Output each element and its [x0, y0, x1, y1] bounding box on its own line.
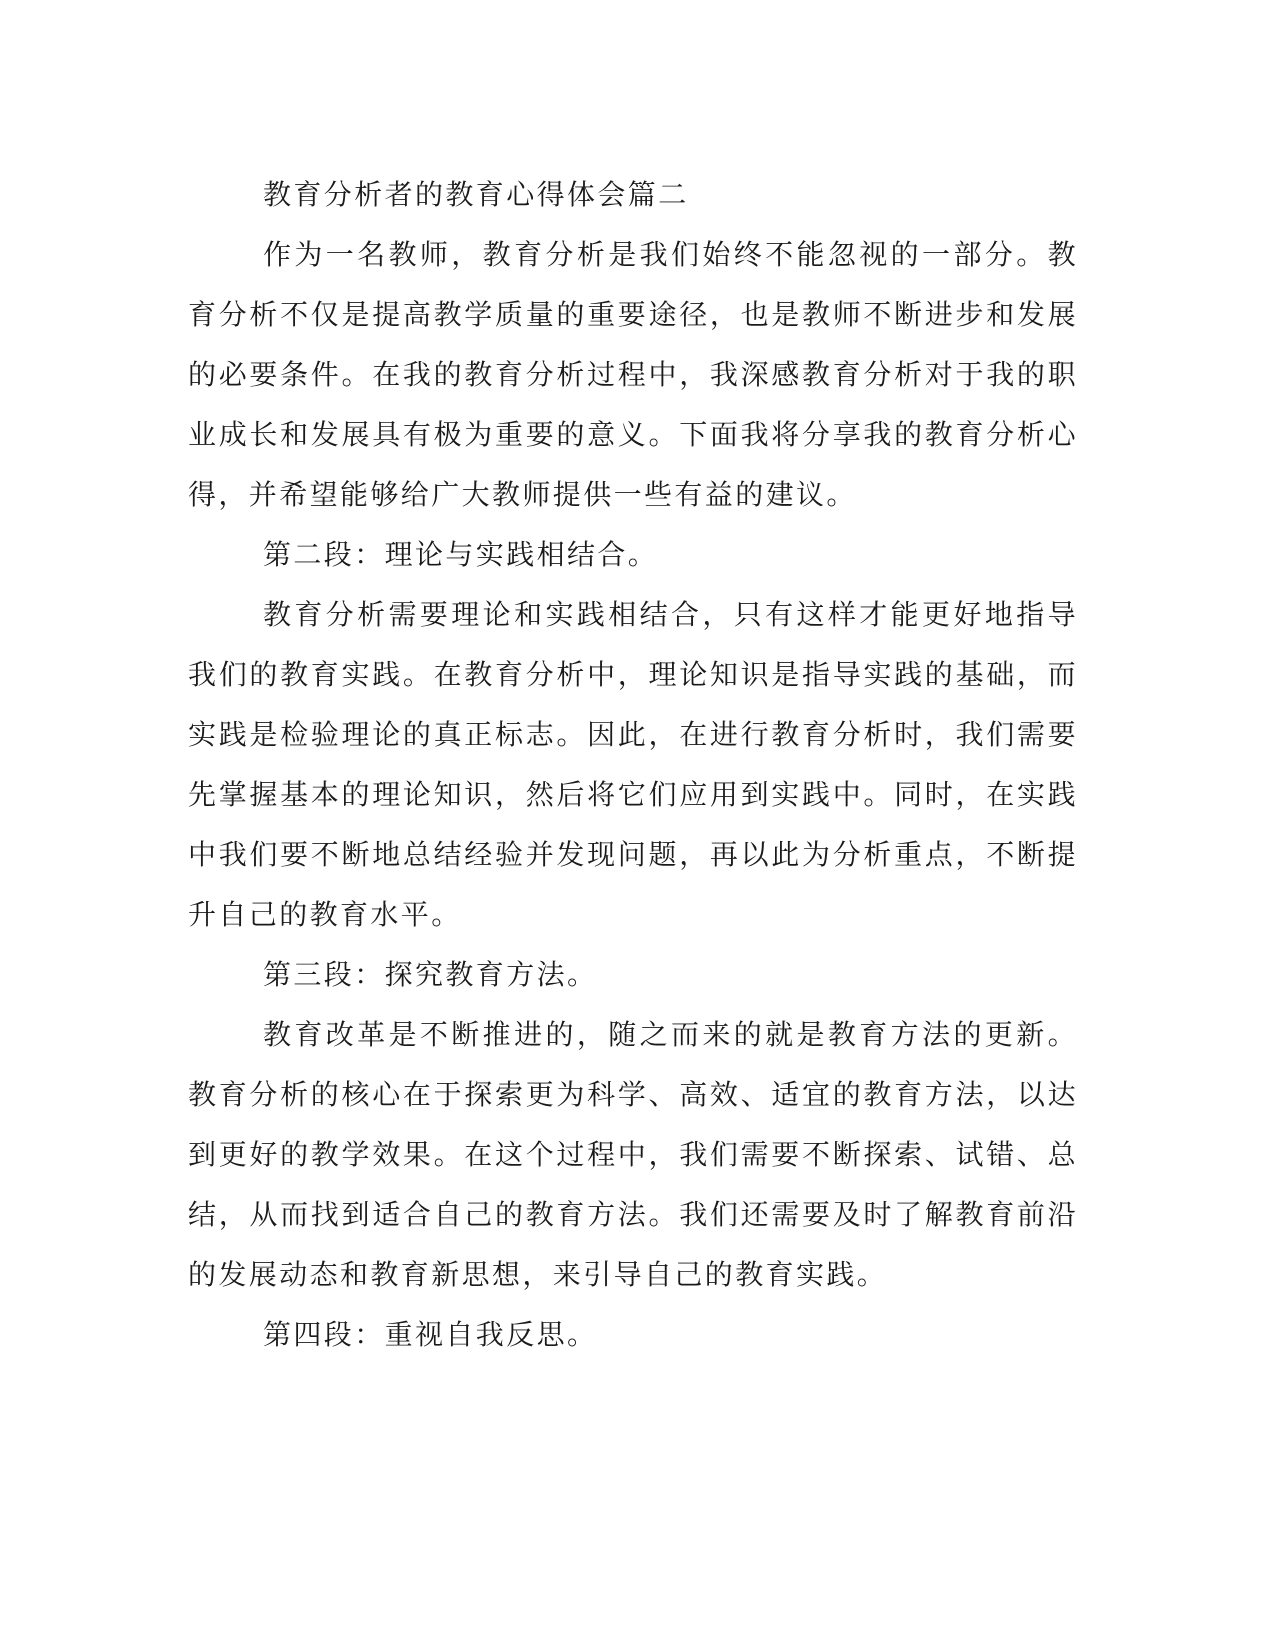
section-heading-3: 第三段：探究教育方法。 [263, 958, 598, 991]
paragraph-intro: 作为一名教师，教育分析是我们始终不能忽视的一部分。教育分析不仅是提高教学质量的重要途径，也是教师不断进步和发展的必要条件。在我的教育分析过程中，我深感教育分析对于我的职业成长和发展具有极为重要的意义。下面我将分享我的教育分析心得，并希望能够给广大教师提供一些有益的建议。 [188, 238, 1078, 511]
paragraph-theory-practice: 教育分析需要理论和实践相结合，只有这样才能更好地指导我们的教育实践。在教育分析中，理论知识是指导实践的基础，而实践是检验理论的真正标志。因此，在进行教育分析时，我们需要先掌握基本的理论知识，然后将它们应用到实践中。同时，在实践中我们要不断地总结经验并发现问题，再以此为分析重点，不断提升自己的教育水平。 [188, 598, 1078, 931]
document-body [188, 165, 1078, 1365]
paragraph-teaching-methods: 教育改革是不断推进的，随之而来的就是教育方法的更新。教育分析的核心在于探索更为科学、高效、适宜的教育方法，以达到更好的教学效果。在这个过程中，我们需要不断探索、试错、总结，从而找到适合自己的教育方法。我们还需要及时了解教育前沿的发展动态和教育新思想，来引导自己的教育实践。 [188, 1018, 1078, 1291]
document-title: 教育分析者的教育心得体会篇二 [263, 178, 689, 211]
section-heading-2: 第二段：理论与实践相结合。 [263, 538, 659, 571]
section-heading-4: 第四段：重视自我反思。 [263, 1318, 598, 1351]
